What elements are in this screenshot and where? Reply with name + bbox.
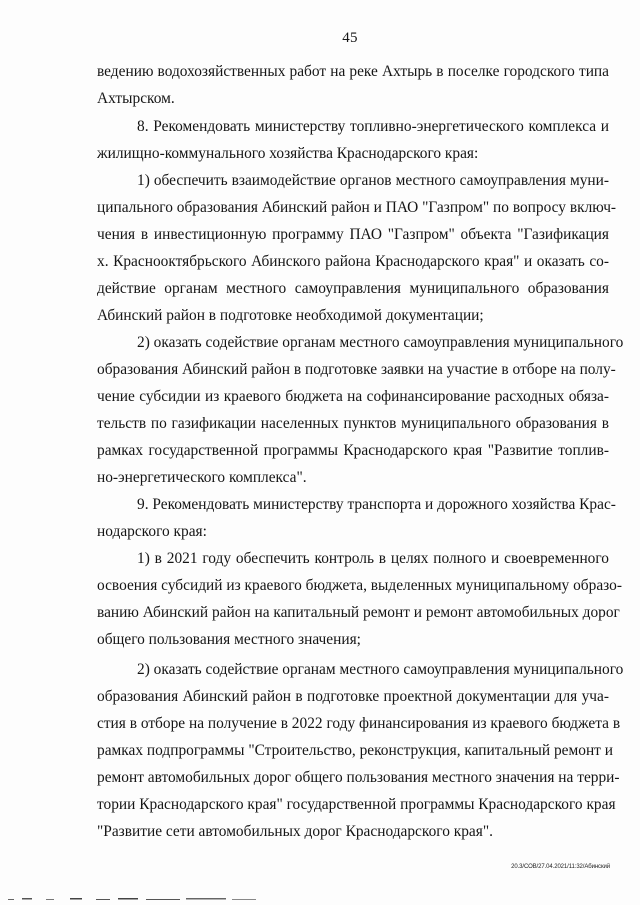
text-line: рамках государственной программы Краснодарского края "Развитие топлив- xyxy=(97,442,609,459)
text-line: чение субсидии из краевого бюджета на софинансирование расходных обяза- xyxy=(97,388,609,405)
text-line: жилищно-коммунального хозяйства Краснодарского края: xyxy=(97,145,479,162)
text-line: х. Краснооктябрьского Абинского района Краснодарского края" и оказать со- xyxy=(97,253,609,270)
scan-edge-marks xyxy=(0,897,640,901)
text-line: 2) оказать содействие органам местного самоуправления муниципального xyxy=(137,334,624,351)
text-line: ципального образования Абинский район и ПАО "Газпром" по вопросу включ- xyxy=(97,199,617,216)
text-line: Ахтырском. xyxy=(97,90,175,107)
text-line: ремонт автомобильных дорог общего пользования местного значения на терри- xyxy=(97,769,620,786)
text-line: "Развитие сети автомобильных дорог Краснодарского края". xyxy=(97,823,493,840)
text-line: но-энергетического комплекса". xyxy=(97,469,307,486)
text-line: ведению водохозяйственных работ на реке Ахтырь в поселке городского типа xyxy=(97,63,609,80)
footer-document-code: 20.3/СОВ/27.04.2021/11:32/Абинский xyxy=(511,864,610,870)
text-line: ванию Абинский район на капитальный ремонт и ремонт автомобильных дорог xyxy=(97,604,620,621)
text-line: Абинский район в подготовке необходимой документации; xyxy=(97,307,484,324)
text-line: 1) в 2021 году обеспечить контроль в целях полного и своевременного xyxy=(137,550,609,567)
text-line: 9. Рекомендовать министерству транспорта и дорожного хозяйства Крас- xyxy=(137,496,616,513)
text-line: образования Абинский район в подготовке проектной документации для уча- xyxy=(97,688,609,705)
text-line: образования Абинский район в подготовке заявки на участие в отборе на полу- xyxy=(97,361,616,378)
page-number: 45 xyxy=(342,30,358,46)
text-line: стия в отборе на получение в 2022 году финансирования из краевого бюджета в xyxy=(97,715,621,732)
text-line: 1) обеспечить взаимодействие органов местного самоуправления муни- xyxy=(137,172,609,189)
text-line: 8. Рекомендовать министерству топливно-энергетического комплекса и xyxy=(137,118,609,135)
text-line: действие органам местного самоуправления муниципального образования xyxy=(97,280,609,297)
text-line: нодарского края: xyxy=(97,523,207,540)
text-line: чения в инвестиционную программу ПАО "Газпром" объекта "Газификация xyxy=(97,226,609,243)
text-line: тельств по газификации населенных пунктов муниципального образования в xyxy=(97,415,609,432)
text-line: тории Краснодарского края" государственной программы Краснодарского края xyxy=(97,796,616,813)
text-line: рамках подпрограммы "Строительство, реконструкция, капитальный ремонт и xyxy=(97,742,613,759)
text-line: общего пользования местного значения; xyxy=(97,631,361,648)
text-line: освоения субсидий из краевого бюджета, выделенных муниципальному образо- xyxy=(97,577,622,594)
text-line: 2) оказать содействие органам местного самоуправления муниципального xyxy=(137,661,624,678)
